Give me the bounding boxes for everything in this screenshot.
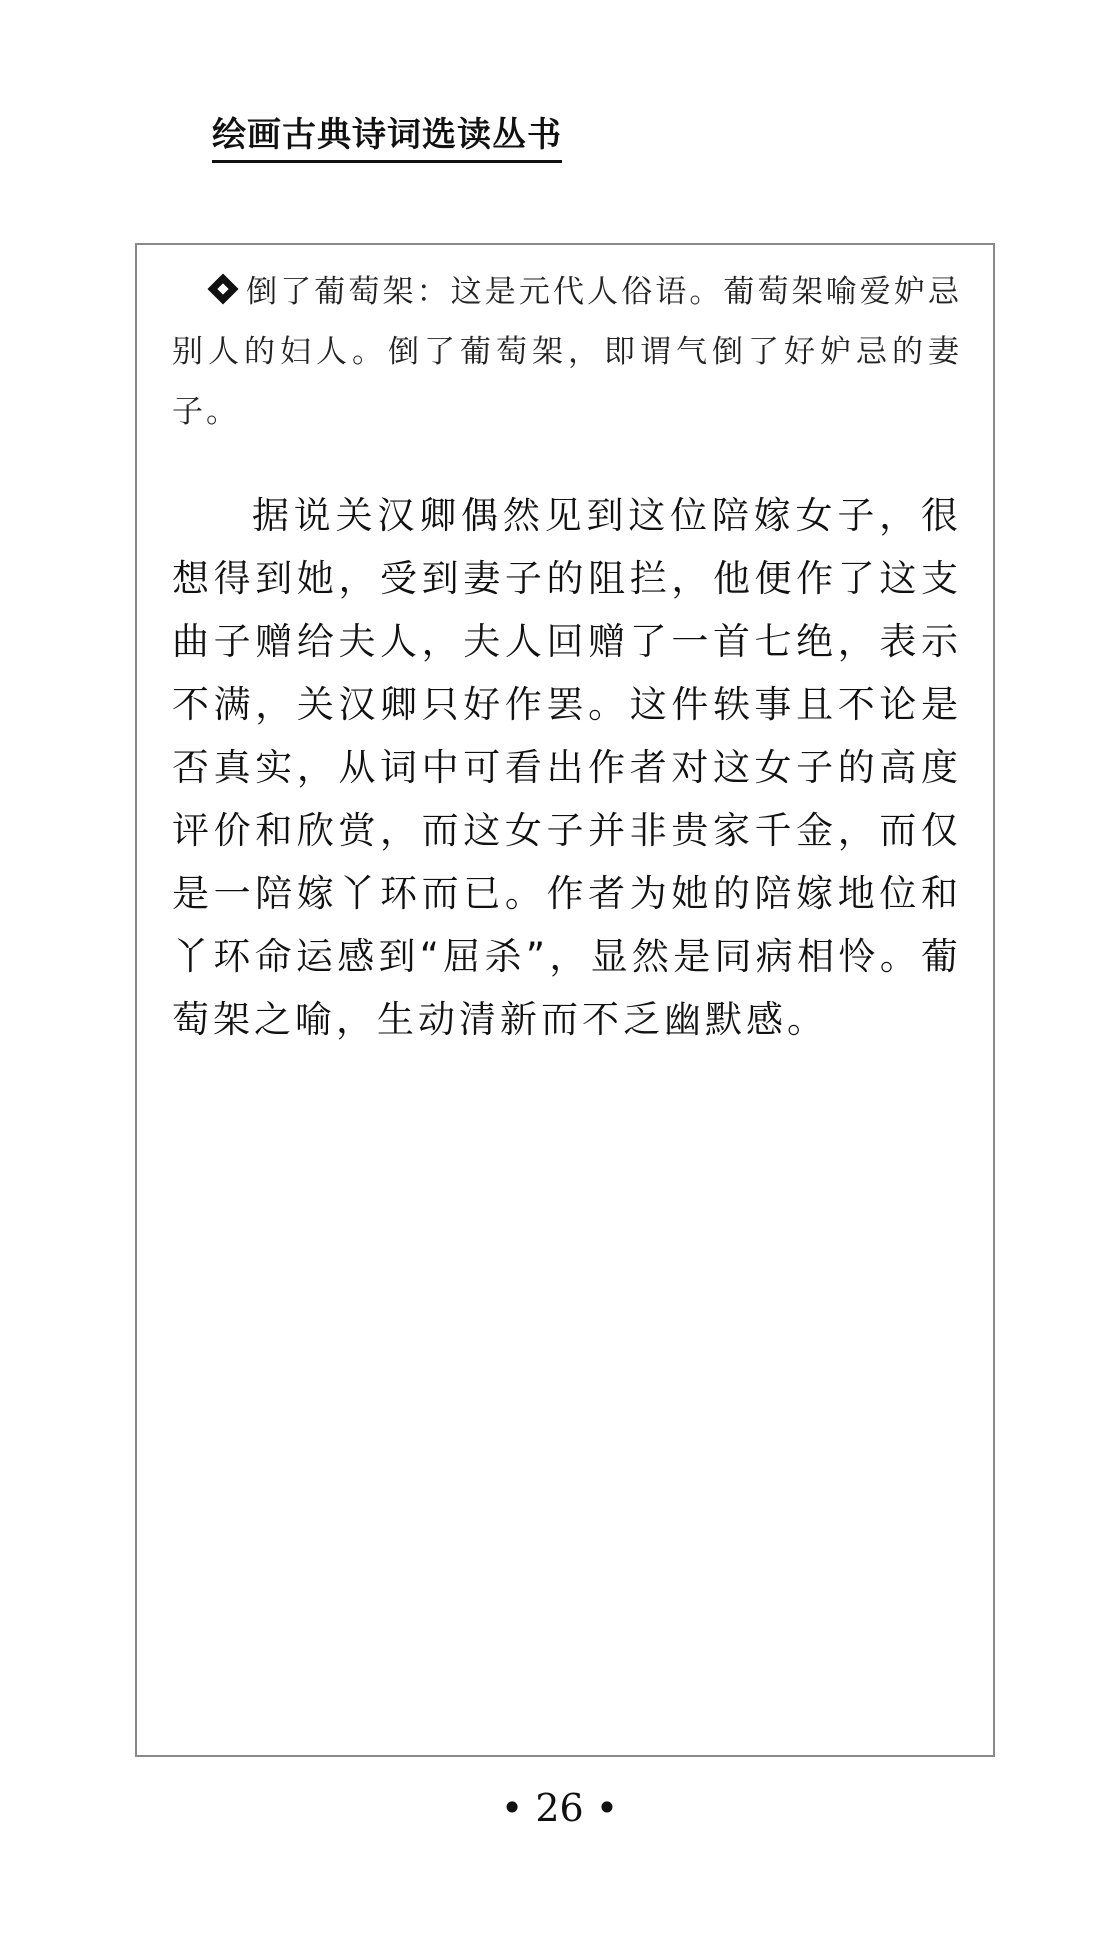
page-number: • 26 • [500,1786,619,1830]
diamond-bullet-icon [207,273,238,304]
annotation-text: 倒了葡萄架：这是元代人俗语。葡萄架喻爱妒忌别人的妇人。倒了葡萄架，即谓气倒了好妒忌的妻子。 [172,274,962,430]
series-title: 绘画古典诗词选读丛书 [212,112,562,163]
body-paragraph: 据说关汉卿偶然见到这位陪嫁女子，很想得到她，受到妻子的阻拦，他便作了这支曲子赠给夫人，夫人回赠了一首七绝，表示不满，关汉卿只好作罢。这件轶事且不论是否真实，从词中可看出作者对这女子的高度评价和欣赏，而这女子并非贵家千金，而仅是一陪嫁丫环而已。作者为她的陪嫁地位和丫环命运感到“屈杀”，显然是同病相怜。葡萄架之喻，生动清新而不乏幽默感。 [172,494,962,1041]
annotation-note [172,262,962,442]
